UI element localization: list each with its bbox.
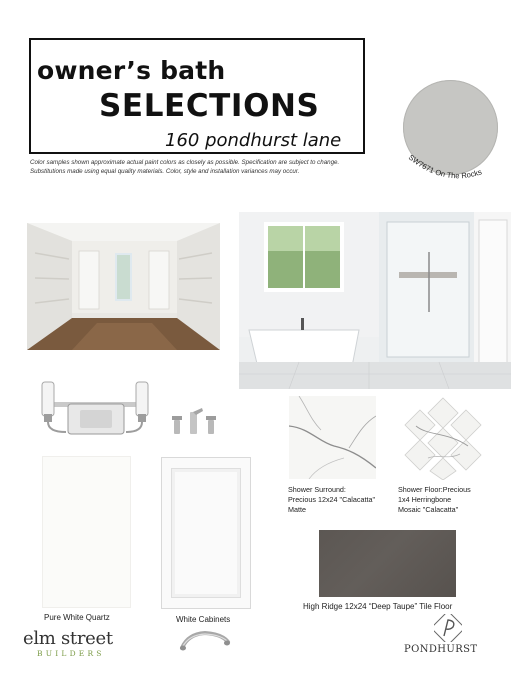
builder-name: elm street bbox=[23, 628, 113, 649]
caption-line: Mosaic "Calacatta" bbox=[398, 505, 459, 514]
closet-photo bbox=[27, 223, 220, 350]
svg-text:SW7671 On The Rocks bbox=[407, 154, 483, 180]
caption-line: Shower Floor:Precious bbox=[398, 485, 471, 494]
shower-surround-tile-sample bbox=[289, 396, 376, 479]
cabinet-door-sample bbox=[161, 457, 251, 609]
title-box bbox=[29, 38, 365, 154]
paint-color-name: SW7671 On The Rocks bbox=[406, 154, 483, 181]
cabinet-door-panel bbox=[171, 468, 241, 598]
floor-tile-caption: High Ridge 12x24 “Deep Taupe” Tile Floor bbox=[303, 602, 453, 611]
faucet bbox=[170, 406, 220, 436]
community-name: PONDHURST bbox=[404, 644, 478, 655]
paint-swatch-label bbox=[405, 154, 501, 194]
floor-tile-sample bbox=[319, 530, 456, 597]
caption-line: 1x4 Herringbone bbox=[398, 495, 452, 504]
vanity-light-fixture bbox=[36, 380, 156, 440]
caption-line: Precious 12x24 "Calacatta" bbox=[288, 495, 376, 504]
shower-floor-caption bbox=[398, 485, 471, 515]
disclaimer-line: Substitutions made using equal quality materials. Color, style and installation variances may occur. bbox=[30, 168, 300, 175]
caption-line: Shower Surround: bbox=[288, 485, 346, 494]
disclaimer-line: Color samples shown approximate actual paint colors as closely as possible. Specification are subject to change. bbox=[30, 159, 340, 166]
title-line-1: owner’s bath bbox=[37, 56, 226, 85]
caption-line: Matte bbox=[288, 505, 306, 514]
property-address: 160 pondhurst lane bbox=[165, 130, 342, 151]
builder-subtitle: BUILDERS bbox=[37, 649, 105, 658]
disclaimer bbox=[30, 158, 380, 176]
shower-surround-caption bbox=[288, 485, 375, 515]
shower-floor-tile-sample bbox=[398, 396, 489, 480]
pondhurst-logo bbox=[398, 614, 498, 658]
cabinet-pull-hardware bbox=[178, 628, 232, 652]
bathroom-photo bbox=[239, 212, 511, 389]
pondhurst-monogram-icon bbox=[434, 614, 462, 642]
cabinets-caption: White Cabinets bbox=[176, 615, 231, 624]
title-line-2: SELECTIONS bbox=[99, 88, 320, 124]
quartz-sample bbox=[42, 456, 131, 608]
quartz-caption: Pure White Quartz bbox=[44, 613, 110, 622]
elm-street-builders-logo bbox=[23, 628, 133, 660]
